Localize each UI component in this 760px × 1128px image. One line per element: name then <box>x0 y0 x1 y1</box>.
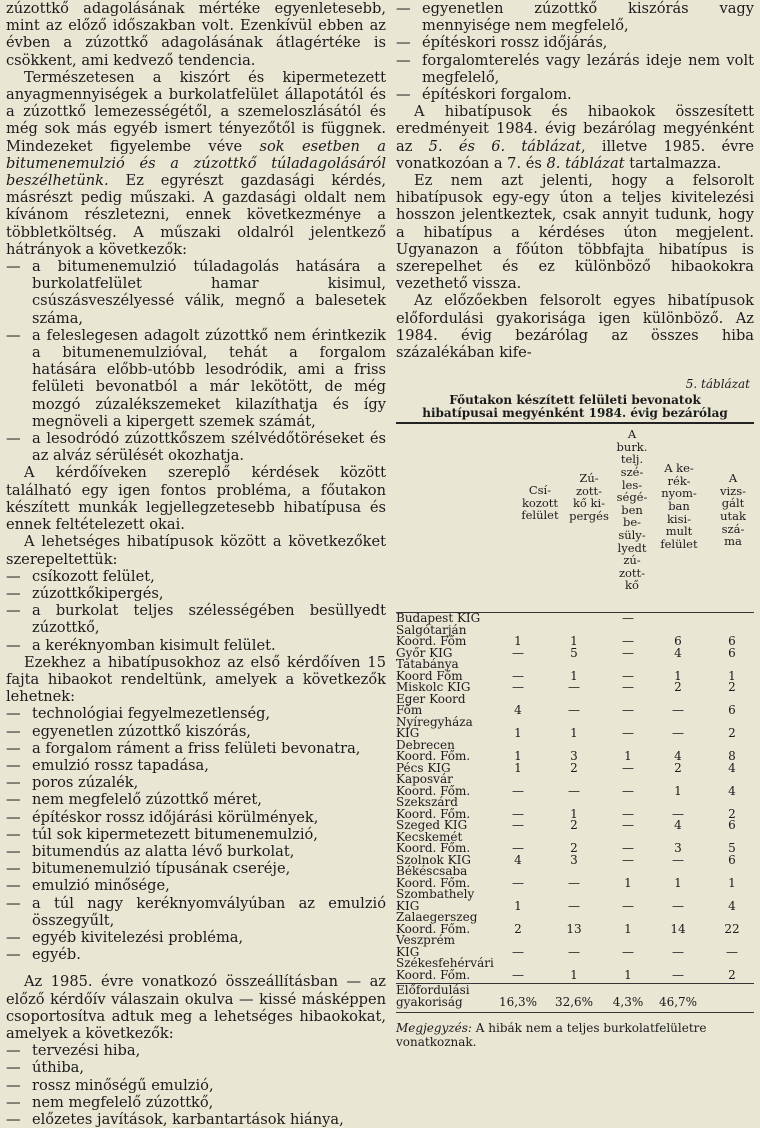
table-row <box>396 622 754 649</box>
table-cell: 46,7% <box>658 994 698 1009</box>
row-label: Koord. Főm <box>396 634 467 649</box>
table-cell: 6 <box>728 818 736 833</box>
list-item: — egyéb kivitelezési probléma, <box>6 929 386 946</box>
table-cell: 6 <box>728 852 736 867</box>
table-cell: — <box>726 944 738 959</box>
table-header <box>396 424 754 613</box>
table-row <box>396 935 754 958</box>
list-item: — bitumendús az alatta lévő burkolat, <box>6 843 386 860</box>
list-item: — nem megfelelő zúzottkő, <box>6 1094 386 1111</box>
table-ref-8: 8. táblázat <box>546 154 625 172</box>
table-cell: 2 <box>728 967 736 982</box>
list-item: — rossz minőségű emulzió, <box>6 1077 386 1094</box>
table-cell: — <box>622 898 634 913</box>
table-cell: — <box>622 944 634 959</box>
row-label: Eger Koord <box>396 691 466 706</box>
row-label: Salgótarján <box>396 622 467 637</box>
table-cell: — <box>568 898 580 913</box>
table-cell: 2 <box>570 760 578 775</box>
table-cell: — <box>672 852 684 867</box>
table-cell: 2 <box>514 921 522 936</box>
table-cell: 1 <box>514 726 522 741</box>
table-cell: 1 <box>514 634 522 649</box>
row-label: Koord Főm <box>396 668 463 683</box>
table-cell: — <box>622 645 634 660</box>
list-item: — egyéb. <box>6 946 386 963</box>
table-cell: 6 <box>728 634 736 649</box>
right-column <box>396 0 754 1049</box>
table-cell: 1 <box>624 921 632 936</box>
drawbacks-list <box>6 258 386 464</box>
table-cell: — <box>622 783 634 798</box>
table-cell: — <box>512 783 524 798</box>
table-cell: — <box>568 875 580 890</box>
paragraph-1: zúzottkő adagolásának mértéke egyenletesebb, mint az előző időszakban volt. Ezenkívül ebben az évben a zúzottkő adagolásának átlagértéke is csökkent, ami kedvező tendencia. <box>6 0 386 69</box>
table-row <box>396 958 754 981</box>
table-cell: 1 <box>624 967 632 982</box>
table-cell: — <box>622 852 634 867</box>
table-cell: — <box>672 703 684 718</box>
row-label: Zalaegerszeg <box>396 910 478 925</box>
table-cell: — <box>568 944 580 959</box>
list-item: — bitumenemulzió típusának cseréje, <box>6 860 386 877</box>
table-cell: — <box>622 841 634 856</box>
row-label: Szombathely <box>396 887 475 902</box>
list-item: — technológiai fegyelmezetlenség, <box>6 705 386 722</box>
table-cell: — <box>672 967 684 982</box>
row-label: Főm <box>396 703 423 718</box>
table-cell: 1 <box>570 668 578 683</box>
table-row <box>396 691 754 718</box>
table-cell: — <box>568 680 580 695</box>
column-header: A burk. telj. szé- les- ségé- ben be- süly- lyedt zú- zott- kő <box>616 427 648 593</box>
note-text: A hibák nem a teljes burkolatfelületre vonatkoznak. <box>396 1021 707 1049</box>
paragraph-9: Az előzőekben felsorolt egyes hibatípusok előfordulási gyakorisága igen különböző. Az 1984. évig bezárólag az összes hiba százalékában kife- <box>396 292 754 362</box>
table-cell: — <box>512 841 524 856</box>
table-cell: 4,3% <box>612 994 644 1009</box>
row-label: Szekszárd <box>396 795 458 810</box>
table-cell: 1 <box>570 806 578 821</box>
row-label: Nyíregyháza <box>396 714 473 729</box>
table-cell: — <box>622 806 634 821</box>
row-label: Debrecen <box>396 737 455 752</box>
paragraph-2-emphasis: sok esetben a bitumenemulzió és a zúzottkő túladagolásáról beszélhetünk. <box>6 137 386 190</box>
row-label: Koord. Főm. <box>396 783 471 798</box>
row-label: Székesfehérvári <box>396 956 494 971</box>
list-item: — emulzió minősége, <box>6 877 386 894</box>
table-cell: — <box>622 634 634 649</box>
table-cell: — <box>622 760 634 775</box>
table-cell: 1 <box>674 783 682 798</box>
row-label: Tatabánya <box>396 657 459 672</box>
table-cell: 3 <box>570 852 578 867</box>
table-cell: — <box>622 726 634 741</box>
table-cell: — <box>512 875 524 890</box>
list-item: — poros zúzalék, <box>6 774 386 791</box>
table-cell: 4 <box>728 898 736 913</box>
table-row <box>396 659 754 682</box>
list-item: — forgalomterelés vagy lezárás ideje nem volt megfelelő, <box>396 52 754 86</box>
row-label: Koord. Főm. <box>396 841 471 856</box>
paragraph-8: Ez nem azt jelenti, hogy a felsorolt hibatípusok egy-egy úton a teljes kivitelezési hosszon jelentkeztek, csak annyit tudunk, hogy a hibatípus a kérdéses úton megjelent. Ugyanazon a főúton többfajta hibatípus is szerepelhet és ez különböző hibaokokra vezethető vissza. <box>396 172 754 293</box>
column-header: A vizs- gált utak szá- ma <box>719 471 747 549</box>
causes-1985-list <box>6 1042 386 1128</box>
table-cell: — <box>512 668 524 683</box>
table-cell: 3 <box>570 749 578 764</box>
table-cell: 1 <box>570 634 578 649</box>
table-cell: — <box>672 806 684 821</box>
table-cell: — <box>622 668 634 683</box>
table-cell: — <box>622 818 634 833</box>
list-item: — túl sok kipermetezett bitumenemulzió, <box>6 826 386 843</box>
list-item: — nem megfelelő zúzottkő méret, <box>6 791 386 808</box>
row-label: Győr KIG <box>396 645 453 660</box>
list-item: — emulzió rossz tapadása, <box>6 757 386 774</box>
list-item: — a burkolat teljes szélességében besüllyedt zúzottkő, <box>6 602 386 636</box>
table-cell: 6 <box>728 703 736 718</box>
paragraph-5: Ezekhez a hibatípusokhoz az első kérdőíven 15 fajta hibaokot rendeltünk, amelyek a következők lehetnek: <box>6 653 386 706</box>
note-label: Megjegyzés: <box>396 1021 472 1036</box>
table-cell: — <box>672 944 684 959</box>
table-cell: — <box>512 944 524 959</box>
table-ref-5-6: 5. és 6. táblázat <box>428 137 581 155</box>
table-note <box>396 1012 754 1049</box>
table-cell: 1 <box>624 749 632 764</box>
table-cell: 3 <box>674 841 682 856</box>
list-item: — előzetes javítások, karbantartások hiánya, <box>6 1111 386 1128</box>
table-cell: 2 <box>570 818 578 833</box>
table-cell: — <box>512 680 524 695</box>
row-label: Budapest KIG <box>396 611 481 626</box>
row-label: KIG <box>396 944 420 959</box>
left-column <box>6 0 386 1128</box>
table-row <box>396 829 754 856</box>
paragraph-7 <box>396 103 754 172</box>
paragraph-2-text-a: Természetesen a kiszórt és kipermetezett anyagmennyiségek a burkolatfelület állapotától és a zúzottkő lemezességétől, a szemeloszlásától és még sok más egyéb ismert tényezőtől is függnek. Mindezeket figyelembe véve <box>6 68 386 155</box>
paragraph-3: A kérdőíveken szereplő kérdések között található egy igen fontos probléma, a főutakon készített munkák legjellegzetesebb hibatípusa és ennek feltételezett okai. <box>6 464 386 534</box>
row-label: Kecskemét <box>396 829 463 844</box>
list-item: — tervezési hiba, <box>6 1042 386 1059</box>
table-cell: — <box>622 611 634 626</box>
defect-causes-list <box>6 705 386 963</box>
list-item: — csíkozott felület, <box>6 568 386 585</box>
row-label: KIG <box>396 898 420 913</box>
row-label: Szeged KIG <box>396 818 468 833</box>
list-item: — építéskori forgalom. <box>396 86 754 103</box>
row-label: Koord. Főm. <box>396 749 471 764</box>
table-cell: 1 <box>624 875 632 890</box>
column-header: Zú- zott- kő ki- pergés <box>569 471 609 524</box>
list-item: — a lesodródó zúzottkőszem szélvédőtöréseket és az alváz sérülését okozhatja. <box>6 430 386 464</box>
table-cell: — <box>568 703 580 718</box>
table-row <box>396 889 754 912</box>
table-cell: 1 <box>728 875 736 890</box>
table-cell: — <box>512 806 524 821</box>
table-5 <box>396 377 754 1049</box>
row-label: Előfordulási <box>396 983 470 998</box>
table-title <box>396 394 754 420</box>
list-item: — építéskor rossz időjárási körülmények, <box>6 809 386 826</box>
table-cell: — <box>672 898 684 913</box>
list-item: — egyenetlen zúzottkő kiszórás, <box>6 723 386 740</box>
table-cell: 1 <box>674 668 682 683</box>
column-header: A ke- rék- nyom- ban kisi- mult felület <box>660 461 698 551</box>
table-cell: 1 <box>570 726 578 741</box>
row-label: Veszprém <box>396 933 456 948</box>
table-cell: — <box>568 783 580 798</box>
table-cell: 2 <box>570 841 578 856</box>
table-cell: 6 <box>674 634 682 649</box>
table-cell: 22 <box>724 921 740 936</box>
table-row <box>396 866 754 889</box>
table-cell: — <box>672 726 684 741</box>
list-item: — a túl nagy keréknyomvályúban az emulzió összegyűlt, <box>6 895 386 929</box>
row-label: Miskolc KIG <box>396 680 471 695</box>
table-title-line-1: Főutakon készített felületi bevonatok <box>449 393 701 408</box>
paragraph-4: A lehetséges hibatípusok között a következőket szerepeltettük: <box>6 533 386 568</box>
list-item: — egyenetlen zúzottkő kiszórás vagy mennyisége nem megfelelő, <box>396 0 754 34</box>
row-label: Kaposvár <box>396 772 453 787</box>
table-cell: 13 <box>566 921 582 936</box>
list-item: — úthiba, <box>6 1059 386 1076</box>
table-cell: 16,3% <box>498 994 538 1009</box>
table-cell: 6 <box>728 645 736 660</box>
table-body <box>396 613 754 1008</box>
table-cell: 4 <box>674 818 682 833</box>
row-label: Koord. Főm. <box>396 806 471 821</box>
table-cell: — <box>512 967 524 982</box>
table-cell: 4 <box>674 749 682 764</box>
list-item: — a keréknyomban kisimult felület. <box>6 637 386 654</box>
table-row <box>396 774 754 797</box>
paragraph-7-text-e: tartalmazza. <box>624 154 722 172</box>
row-label: Koord. Főm. <box>396 967 471 982</box>
table-cell: 8 <box>728 749 736 764</box>
table-cell: 1 <box>514 898 522 913</box>
table-row <box>396 714 754 741</box>
table-cell: 4 <box>728 783 736 798</box>
list-item: — zúzottkőkipergés, <box>6 585 386 602</box>
table-row <box>396 983 754 1008</box>
row-label: Koord. Főm. <box>396 921 471 936</box>
row-label: Pécs KIG <box>396 760 451 775</box>
row-label: Szolnok KIG <box>396 852 471 867</box>
table-cell: 4 <box>514 703 522 718</box>
paragraph-2 <box>6 69 386 258</box>
table-cell: 4 <box>514 852 522 867</box>
table-row <box>396 797 754 820</box>
table-cell: 1 <box>514 749 522 764</box>
causes-1985-list-continued <box>396 0 754 103</box>
table-title-line-2: hibatípusai megyénként 1984. évig bezárólag <box>422 406 728 421</box>
table-cell: 2 <box>728 806 736 821</box>
table-cell: 2 <box>674 680 682 695</box>
table-cell: 1 <box>728 668 736 683</box>
list-item: — a bitumenemulzió túladagolás hatására a burkolatfelület hamar kisimul, csúszásveszélyessé válik, megnő a balesetek száma, <box>6 258 386 327</box>
column-header: Csí- kozott felület <box>521 483 559 523</box>
table-cell: 1 <box>674 875 682 890</box>
defect-types-list <box>6 568 386 654</box>
table-cell: 14 <box>670 921 686 936</box>
table-cell: 5 <box>570 645 578 660</box>
list-item: — a feleslegesen adagolt zúzottkő nem érintkezik a bitumenemulzióval, tehát a forgalom hatására előbb-utóbb lesodródik, ami a friss felületi bevonatból a már lekötött, de még mozgó zúzalékszemeket kilazíthatja és így megnöveli a kipergett szemek számát, <box>6 327 386 430</box>
table-cell: — <box>622 703 634 718</box>
table-cell: 2 <box>728 726 736 741</box>
row-label: Koord. Főm. <box>396 875 471 890</box>
table-row <box>396 912 754 935</box>
table-cell: — <box>512 818 524 833</box>
table-cell: 4 <box>674 645 682 660</box>
list-item: — építéskori rossz időjárás, <box>396 34 754 51</box>
row-label: gyakoriság <box>396 994 463 1009</box>
list-item: — a forgalom ráment a friss felületi bevonatra, <box>6 740 386 757</box>
table-number: 5. táblázat <box>685 377 750 392</box>
row-label: Békéscsaba <box>396 864 468 879</box>
table-row <box>396 737 754 764</box>
table-cell: 32,6% <box>554 994 594 1009</box>
table-cell: — <box>622 680 634 695</box>
table-cell: 1 <box>570 967 578 982</box>
row-label: KIG <box>396 726 420 741</box>
paragraph-6: Az 1985. évre vonatkozó összeállításban — az előző kérdőív válaszain okulva — kissé másképpen csoportosítva adtuk meg a lehetséges hibaokokat, amelyek a következők: <box>6 973 386 1042</box>
table-cell: 2 <box>728 680 736 695</box>
table-cell: 1 <box>514 760 522 775</box>
table-cell: 4 <box>728 760 736 775</box>
table-cell: 2 <box>674 760 682 775</box>
table-cell: — <box>512 645 524 660</box>
paragraph-7-text-a: A hibatípusok és hibaokok összesített eredményeit 1984. évig bezárólag megyénként az <box>396 103 754 155</box>
table-cell: 5 <box>728 841 736 856</box>
paragraph-2-text-c: Ez egyrészt gazdasági kérdés, másrészt pedig műszaki. A gazdasági oldalt nem kívánom részletezni, ennek következménye a többletköltség. A műszaki oldalról jelentkező hátrányok a következők: <box>6 172 386 258</box>
paragraph-7-text-c: , illetve 1985. évre vonatkozóan a 7. és <box>396 137 755 172</box>
